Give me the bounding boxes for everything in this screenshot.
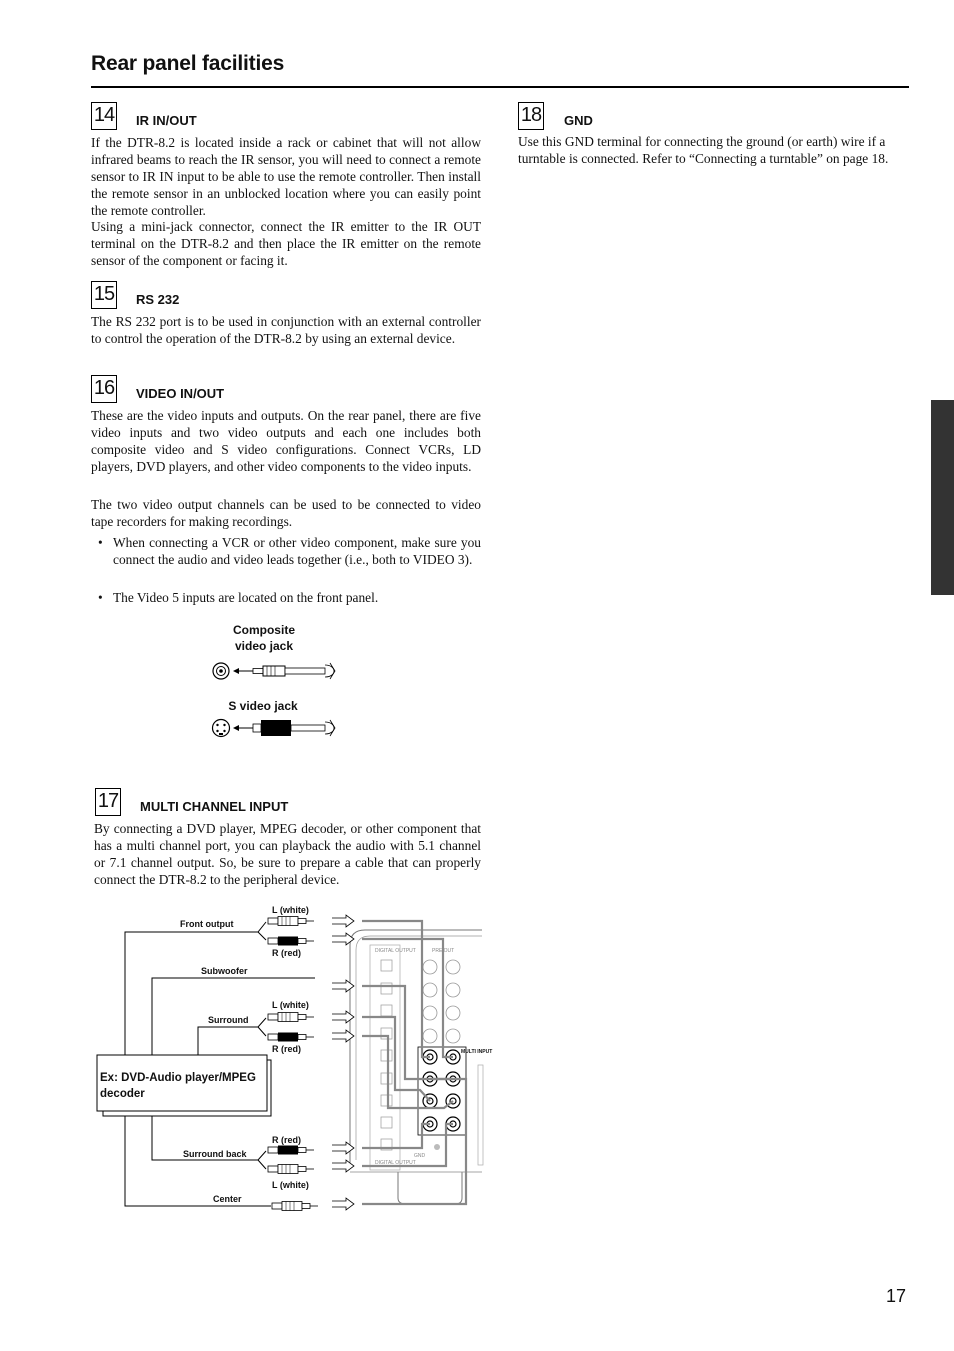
multichannel-wiring-diagram xyxy=(90,900,493,1220)
label-l-white-back: L (white) xyxy=(272,1180,309,1190)
plug-surround-left xyxy=(268,1013,314,1022)
page-number: 17 xyxy=(886,1286,907,1306)
label-surround-back: Surround back xyxy=(183,1149,247,1159)
section-heading-rs232: RS 232 xyxy=(136,292,180,307)
section-heading-ir: IR IN/OUT xyxy=(136,113,197,128)
multichannel-paragraph: By connecting a DVD player, MPEG decoder, or other component that has a multi channel port, you can playback the audio with 5.1 channel or 7.1 channel output. So, be sure to prepare a cable that can properly connect the DTR-8.2 to the peripheral device. xyxy=(94,821,481,887)
section-number-15: 15 xyxy=(91,281,117,309)
plug-front-right xyxy=(268,937,314,946)
plug-front-left xyxy=(268,917,314,926)
ir-paragraph-2: Using a mini-jack connector, connect the IR emitter to the IR OUT terminal on the DTR-8.2 and then place the IR emitter on the remote sensor of the component or facing it. xyxy=(91,219,481,268)
svideo-plug-icon xyxy=(253,720,335,736)
bullet-text: The Video 5 inputs are located on the front panel. xyxy=(113,590,379,605)
label-surround: Surround xyxy=(208,1015,249,1025)
device-label-line: decoder xyxy=(100,1088,145,1100)
rca-jack-grid xyxy=(423,960,460,1043)
arrow-right-icon xyxy=(332,1030,354,1042)
title-rule xyxy=(91,86,909,88)
arrow-right-icon xyxy=(332,1142,354,1154)
dvd-player-device xyxy=(97,1055,271,1116)
gnd-paragraph: Use this GND terminal for connecting the ground (or earth) wire if a turntable is connected. Refer to “Connecting a turntable” on page 18. xyxy=(518,134,889,166)
arrow-right-icon xyxy=(332,980,354,992)
section-heading-multichannel: MULTI CHANNEL INPUT xyxy=(140,799,289,814)
ir-paragraph-1: If the DTR-8.2 is located inside a rack or cabinet that will not allow infrared beams to reach the IR sensor, you will need to connect a remote sensor to IR IN input to be able to use the remote controller. Then install the remote sensor in an unblocked location where you can easily point the remote controller. xyxy=(91,135,481,218)
rca-plug-icon xyxy=(253,663,335,679)
plug-surround-back-right xyxy=(268,1146,314,1155)
video-bullet-1 xyxy=(98,534,481,568)
bullet-dot: • xyxy=(98,590,103,605)
page-title: Rear panel facilities xyxy=(91,52,285,75)
section-number-17: 17 xyxy=(95,788,121,816)
label-front-output: Front output xyxy=(180,919,234,929)
video-paragraph-1: These are the video inputs and outputs. On the rear panel, there are five video inputs and two video outputs and each one includes both composite video and S video configurations. Connect VCRs, LD players, DVD players, and other video components to the video inputs. xyxy=(91,408,481,474)
video-bullet-2 xyxy=(98,589,481,606)
panel-multi-input-label: MULTI INPUT xyxy=(461,1049,493,1055)
panel-gnd-label: GND xyxy=(414,1153,426,1159)
panel-digital-output-label-bottom: DIGITAL OUTPUT xyxy=(375,1160,416,1166)
arrow-right-icon xyxy=(332,915,354,927)
svideo-jack-label: S video jack xyxy=(228,699,298,713)
video-jack-illustration xyxy=(205,655,355,750)
panel-pre-out-label: PRE OUT xyxy=(432,948,455,954)
rs232-paragraph: The RS 232 port is to be used in conjunction with an external controller to control the operation of the DTR-8.2 by using an external device. xyxy=(91,314,481,346)
section-number-16: 16 xyxy=(91,375,117,403)
bullet-dot: • xyxy=(98,535,103,550)
plug-center xyxy=(272,1202,318,1211)
optical-port-icons xyxy=(381,960,392,1150)
video-paragraph-2: The two video output channels can be used to be connected to video tape recorders for making recordings. xyxy=(91,497,481,529)
arrow-right-icon xyxy=(332,1198,354,1210)
arrow-right-icon xyxy=(332,1160,354,1172)
arrow-left-icon xyxy=(233,668,253,674)
plug-surround-right xyxy=(268,1033,314,1042)
device-label-line: Ex: DVD-Audio player/MPEG xyxy=(100,1072,256,1084)
section-heading-gnd: GND xyxy=(564,113,593,128)
label-l-white-front: L (white) xyxy=(272,905,309,915)
section-heading-video: VIDEO IN/OUT xyxy=(136,386,225,401)
plug-surround-back-left xyxy=(268,1165,314,1174)
multi-input-jacks xyxy=(423,1050,460,1131)
composite-jack-label: Composite video jack xyxy=(232,623,295,653)
svideo-jack-icon xyxy=(213,720,230,737)
arrow-left-icon xyxy=(233,725,253,731)
label-r-red-back: R (red) xyxy=(272,1135,301,1145)
label-r-red-surround: R (red) xyxy=(272,1044,301,1054)
panel-digital-output-label: DIGITAL OUTPUT xyxy=(375,948,416,954)
chapter-tab xyxy=(931,400,954,595)
label-subwoofer: Subwoofer xyxy=(201,966,248,976)
label-r-red-front: R (red) xyxy=(272,948,301,958)
arrow-right-icon xyxy=(332,933,354,945)
label-l-white-surround: L (white) xyxy=(272,1000,309,1010)
label-center: Center xyxy=(213,1194,242,1204)
section-number-18: 18 xyxy=(518,102,544,130)
composite-jack-icon xyxy=(213,663,229,679)
arrow-right-icon xyxy=(332,1011,354,1023)
bullet-text: When connecting a VCR or other video component, make sure you connect the audio and video leads together (i.e., both to VIDEO 3). xyxy=(113,535,481,567)
section-number-14: 14 xyxy=(91,102,117,130)
